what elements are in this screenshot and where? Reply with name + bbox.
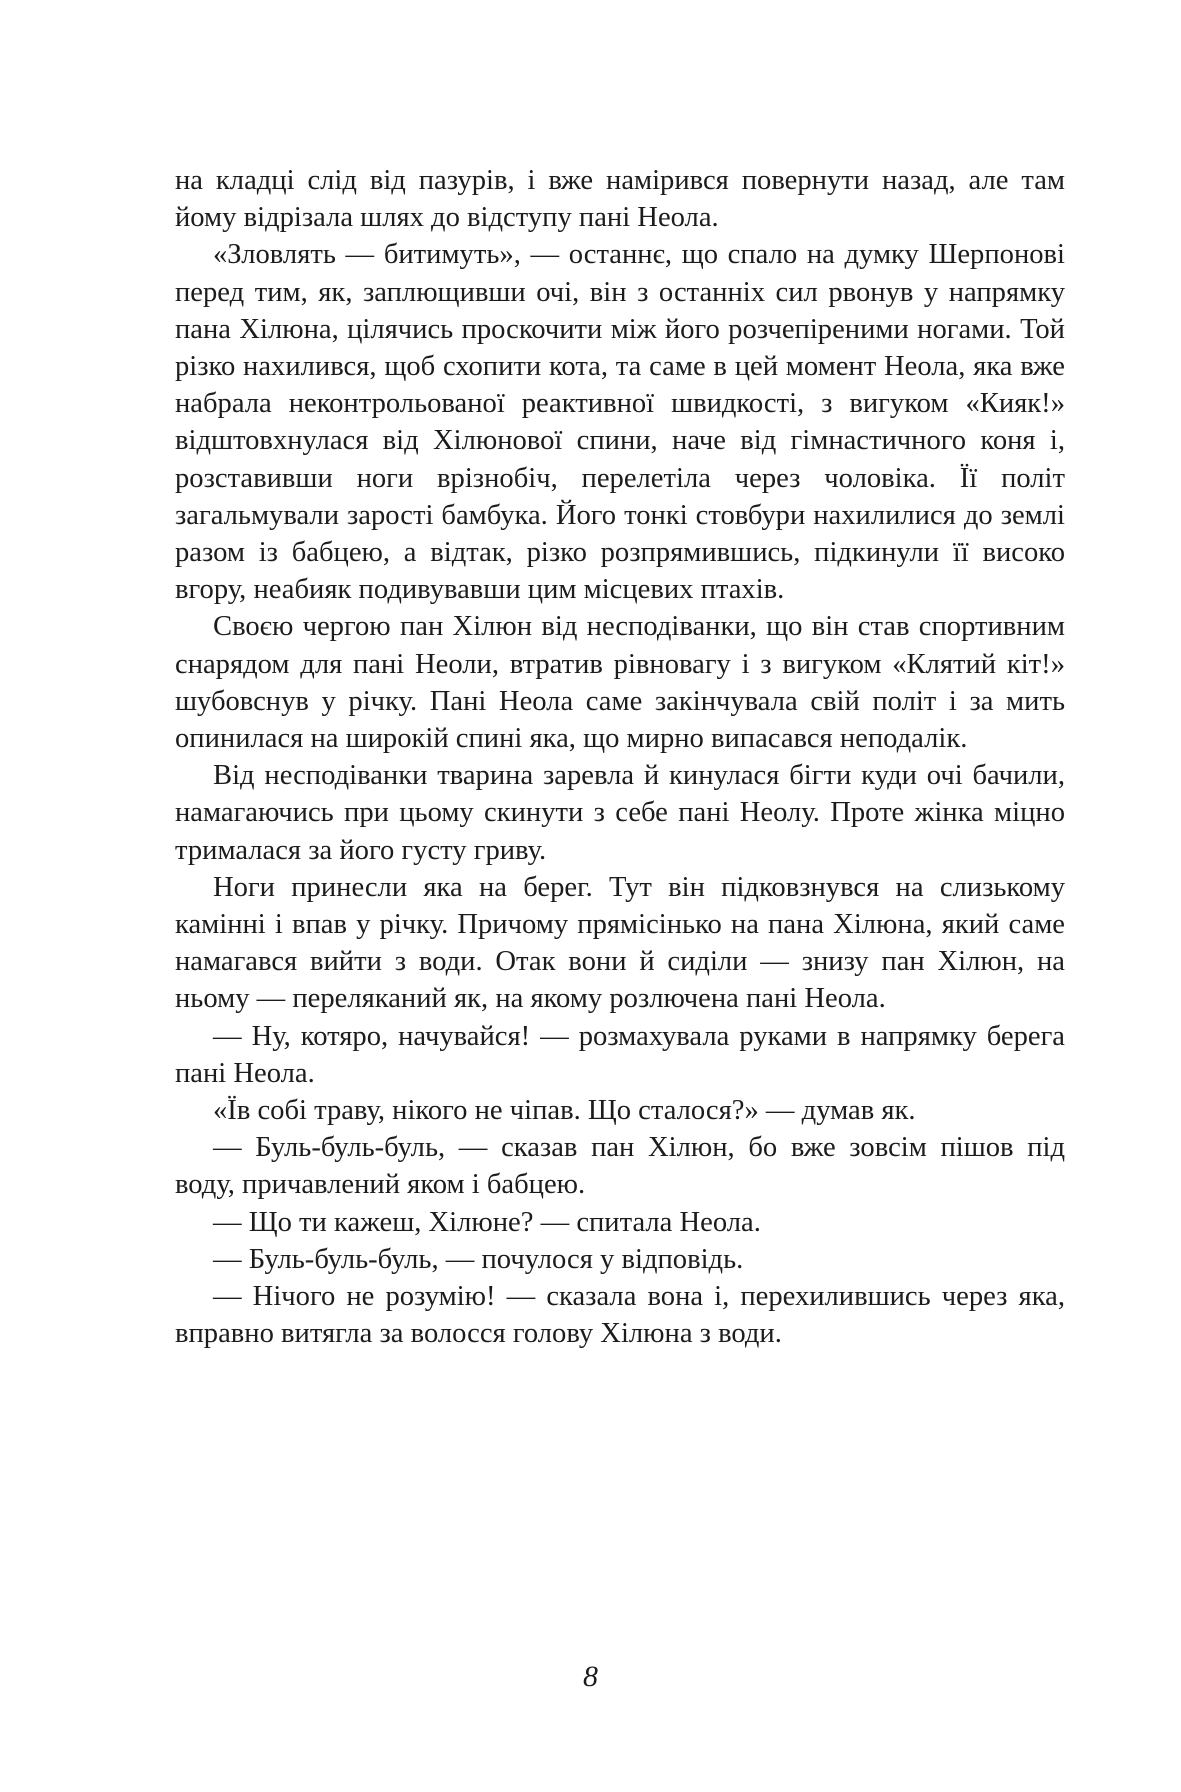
page-number: 8 bbox=[583, 1660, 598, 1693]
paragraph: — Буль-буль-буль, — почулося у відповідь. bbox=[213, 1243, 744, 1275]
paragraph: — Що ти кажеш, Хілюне? — спитала Неола. bbox=[213, 1206, 761, 1238]
paragraph: «Зловлять — битимуть», — останнє, що спало на думку Шерпонові перед тим, як, заплющивши очі, він з останніх сил рвонув у напрямку пана Хілюна, цілячись проскочити між його розчепіреними ногами. Той різко нахилився, щоб схопити кота, та саме в цей момент Неола, яка вже набрала неконтрольованої реактивної швидкості, з вигуком «Кияк!» відштовхнулася від Хілюнової спини, наче від гімнастичного коня і, розставивши ноги врізнобіч, перелетіла через чоловіка. Її політ загальмували зарості бамбука. Його тонкі стовбури нахилилися до землі разом із бабцею, а відтак, різко розпрямившись, підкинули її високо вгору, неабияк подивувавши цим місцевих птахів. bbox=[175, 239, 1065, 606]
paragraph: на кладці слід від пазурів, і вже намірився повернути назад, але там йому відрізала шлях до відступу пані Неола. bbox=[175, 165, 1065, 234]
paragraph: Ноги принесли яка на берег. Тут він підковзнувся на слизькому камінні і впав у річку. Причому прямісінько на пана Хілюна, який саме намагався вийти з води. Отак вони й сиділи — знизу пан Хілюн, на ньому — переляканий як, на якому розлючена пані Неола. bbox=[175, 871, 1065, 1015]
paragraph: — Нічого не розумію! — сказала вона і, перехилившись через яка, вправно витягла за волосся голову Хілюна з води. bbox=[175, 1281, 1065, 1350]
paragraph: — Ну, котяро, начувайся! — розмахувала руками в напрямку берега пані Неола. bbox=[175, 1020, 1065, 1089]
paragraph: Своєю чергою пан Хілюн від несподіванки, що він став спортивним снарядом для пані Неоли, втратив рівновагу і з вигуком «Клятий кіт!» шубовснув у річку. Пані Неола саме закінчувала свій політ і за мить опинилася на широкій спині яка, що мирно випасався неподалік. bbox=[175, 611, 1065, 755]
paragraph: «Їв собі траву, нікого не чіпав. Що сталося?» — думав як. bbox=[213, 1095, 916, 1127]
paragraph: Від несподіванки тварина заревла й кинулася бігти куди очі бачили, намагаючись при цьому скинути з себе пані Неолу. Проте жінка міцно трималася за його густу гриву. bbox=[175, 760, 1065, 866]
paragraph: — Буль-буль-буль, — сказав пан Хілюн, бо вже зовсім пішов під воду, причавлений яком і бабцею. bbox=[175, 1132, 1065, 1201]
body-text bbox=[175, 162, 1065, 1353]
